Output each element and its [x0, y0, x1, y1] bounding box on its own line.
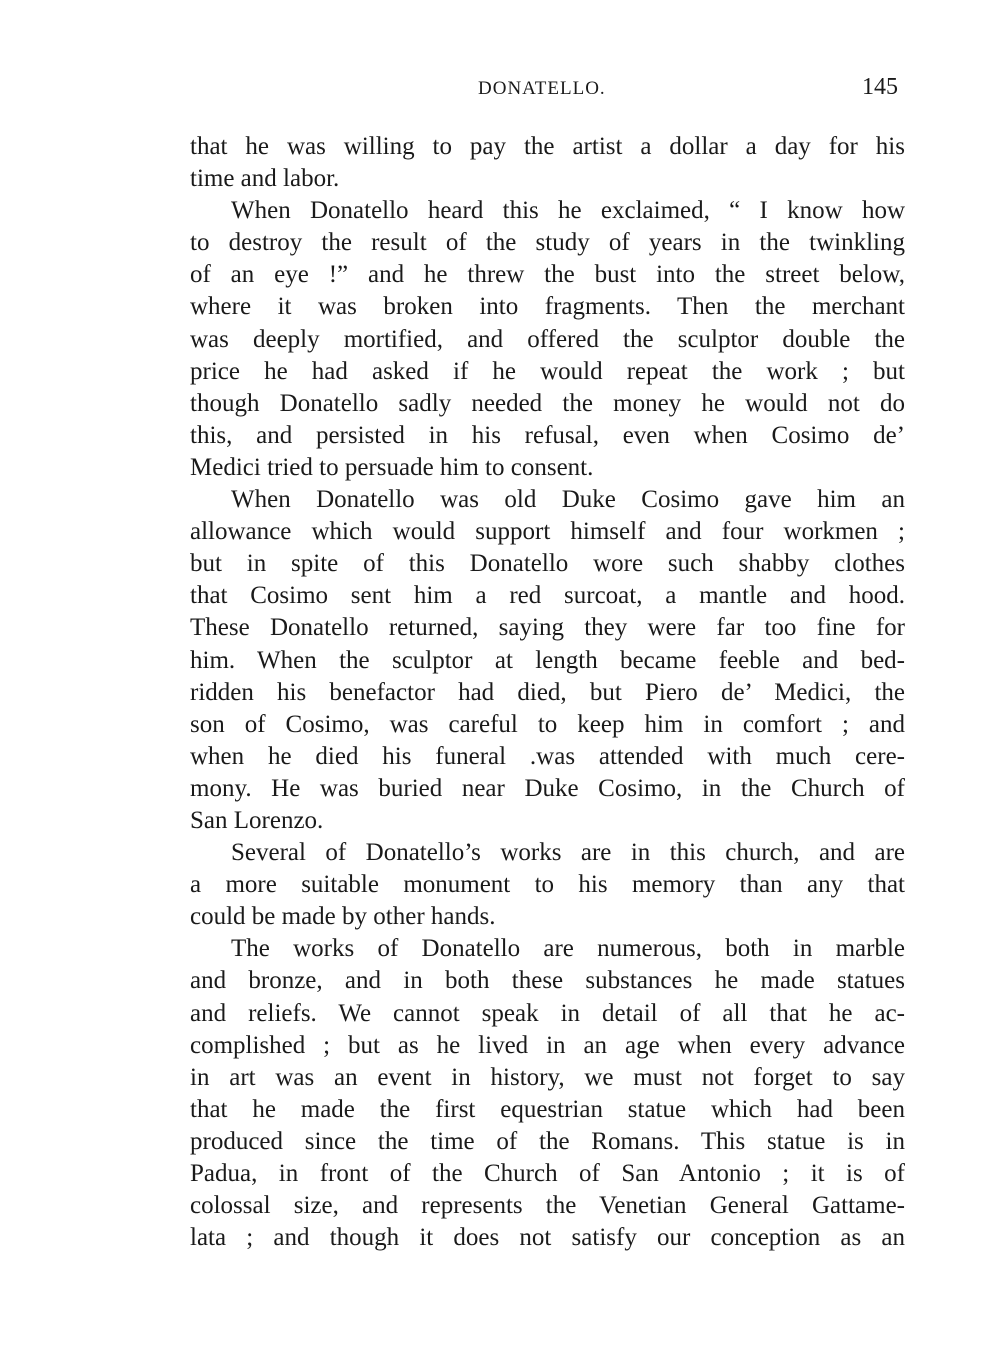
text-line: to destroy the result of the study of years in the twinkling — [190, 229, 905, 257]
text-line: though Donatello sadly needed the money he would not do — [190, 389, 905, 417]
body-text — [190, 131, 905, 1254]
text-line: price he had asked if he would repeat the work ; but — [190, 357, 905, 385]
text-line: These Donatello returned, saying they were far too fine for — [190, 614, 905, 642]
text-line: of an eye !” and he threw the bust into the street below, — [190, 261, 905, 289]
text-line: allowance which would support himself and four workmen ; — [190, 518, 905, 546]
text-line: When Donatello heard this he exclaimed, “ I know how — [231, 197, 905, 225]
paragraph — [190, 837, 905, 933]
text-line: that he made the first equestrian statue which had been — [190, 1095, 905, 1123]
text-line: Several of Donatello’s works are in this church, and are — [231, 839, 905, 867]
paragraph — [190, 131, 905, 195]
text-line: when he died his funeral .was attended with much cere- — [190, 742, 905, 770]
paragraph — [190, 484, 905, 837]
text-line: time and labor. — [190, 165, 340, 193]
text-line: Medici tried to persuade him to consent. — [190, 453, 594, 481]
text-line: where it was broken into fragments. Then the merchant — [190, 293, 905, 321]
text-line: lata ; and though it does not satisfy our conception as an — [190, 1224, 905, 1252]
text-line: ridden his benefactor had died, but Piero de’ Medici, the — [190, 678, 905, 706]
text-line: that he was willing to pay the artist a dollar a day for his — [190, 133, 905, 160]
text-line: son of Cosimo, was careful to keep him in comfort ; and — [190, 710, 905, 738]
text-line: him. When the sculptor at length became feeble and bed- — [190, 646, 905, 674]
text-line: in art was an event in history, we must not forget to say — [190, 1063, 905, 1091]
page-number: 145 — [862, 74, 898, 100]
text-line: colossal size, and represents the Venetian General Gattame- — [190, 1192, 905, 1220]
text-line: and bronze, and in both these substances he made statues — [190, 967, 905, 995]
paragraph — [190, 195, 905, 484]
text-line: Padua, in front of the Church of San Antonio ; it is of — [190, 1160, 905, 1187]
text-line: mony. He was buried near Duke Cosimo, in the Church of — [190, 774, 905, 802]
text-line: could be made by other hands. — [190, 903, 496, 931]
text-line: San Lorenzo. — [190, 806, 324, 834]
text-line: was deeply mortified, and offered the sculptor double the — [190, 325, 905, 353]
text-line: produced since the time of the Romans. This statue is in — [190, 1127, 905, 1155]
text-line: and reliefs. We cannot speak in detail of all that he ac- — [190, 999, 905, 1027]
text-line: The works of Donatello are numerous, both in marble — [231, 935, 905, 963]
text-line: complished ; but as he lived in an age when every advance — [190, 1031, 905, 1059]
text-line: this, and persisted in his refusal, even when Cosimo de’ — [190, 421, 905, 449]
paragraph — [190, 933, 905, 1254]
text-line: When Donatello was old Duke Cosimo gave him an — [231, 486, 905, 514]
text-line: that Cosimo sent him a red surcoat, a mantle and hood. — [190, 582, 905, 610]
running-head: DONATELLO. — [478, 78, 606, 99]
text-line: a more suitable monument to his memory than any that — [190, 871, 905, 899]
text-line: but in spite of this Donatello wore such shabby clothes — [190, 550, 905, 578]
